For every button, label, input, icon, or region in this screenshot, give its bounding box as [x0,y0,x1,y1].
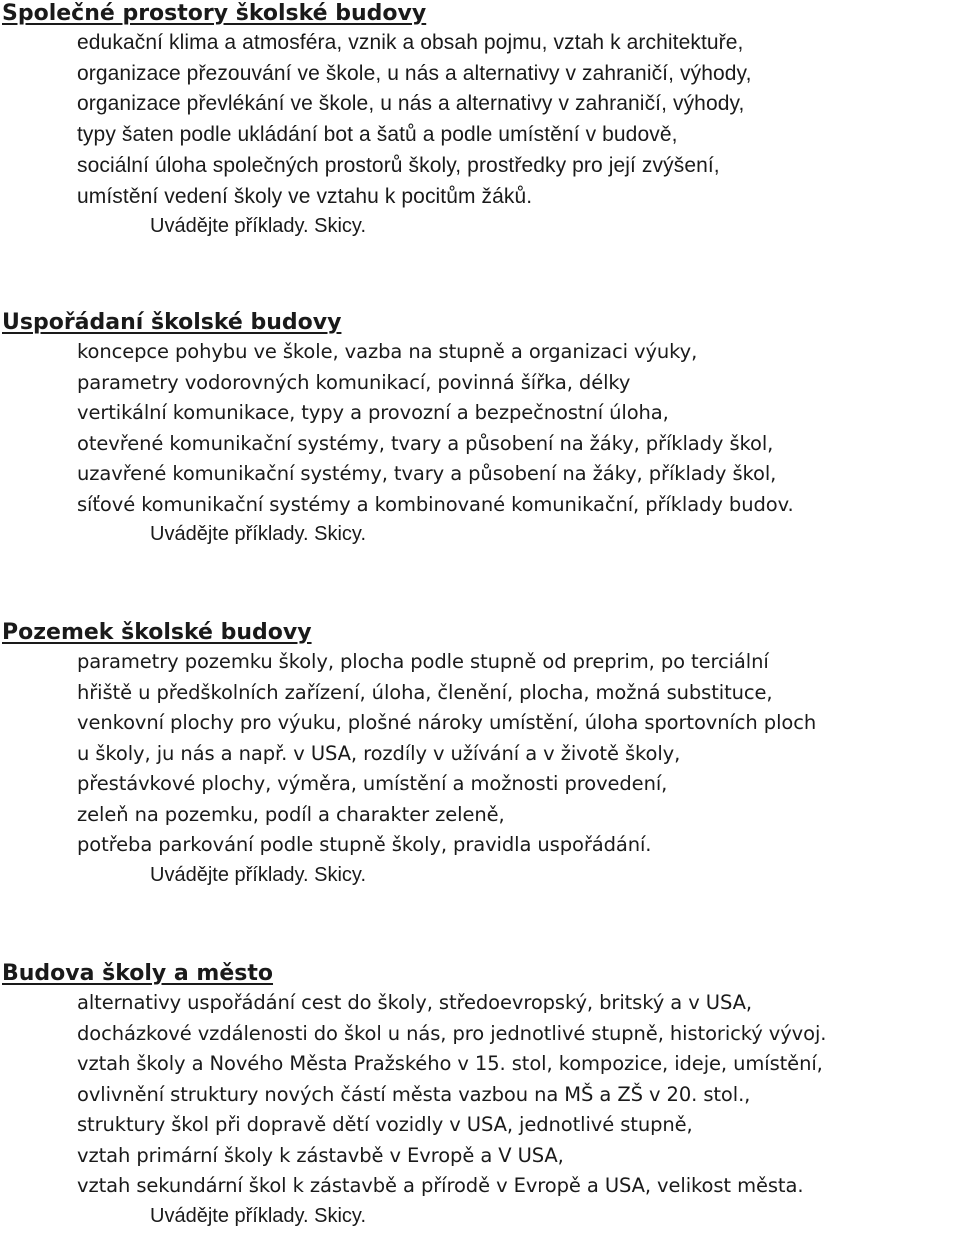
text-line: parametry vodorovných komunikací, povinná šířka, délky [77,370,631,394]
examples-note: Uvádějte příklady. Skicy. [150,1204,367,1227]
text-line: hřiště u předškolních zařízení, úloha, členění, plocha, možná substituce, [77,680,773,704]
examples-note: Uvádějte příklady. Skicy. [150,215,367,238]
text-line: ovlivnění struktury nových částí města vazbou na MŠ a ZŠ v 20. stol., [77,1082,751,1106]
text-line: docházkové vzdálenosti do škol u nás, pro jednotlivé stupně, historický vývoj. [77,1021,827,1045]
section-heading: Uspořádaní školské budovy [2,310,342,335]
section-school-and-city [0,960,960,1230]
text-line: přestávkové plochy, výměra, umístění a možnosti provedení, [77,772,668,795]
text-line: otevřené komunikační systémy, tvary a působení na žáky, příklady škol, [77,431,774,455]
text-line: uzavřené komunikační systémy, tvary a působení na žáky, příklady škol, [77,462,777,485]
section-school-grounds [0,619,960,889]
text-line: organizace přezouvání ve škole, u nás a alternativy v zahraničí, výhody, [77,61,752,85]
text-line: potřeba parkování podle stupně školy, pravidla uspořádání. [77,833,652,856]
text-line: venkovní plochy pro výuku, plošné nároky umístění, úloha sportovních ploch [77,711,817,734]
section-building-layout [0,309,960,548]
text-line: edukační klima a atmosféra, vznik a obsah pojmu, vztah k architektuře, [77,31,744,54]
text-line: organizace převlékání ve škole, u nás a alternativy v zahraničí, výhody, [77,92,745,116]
section-common-spaces [0,0,960,240]
section-body [0,28,960,212]
text-line: alternativy uspořádání cest do školy, středoevropský, britský a v USA, [77,991,752,1014]
text-line: sociální úloha společných prostorů školy, prostředky pro její zvýšení, [77,153,720,177]
examples-note: Uvádějte příklady. Skicy. [150,863,367,886]
section-body [0,337,960,520]
text-line: umístění vedení školy ve vztahu k pocitům žáků. [77,184,533,208]
section-body [0,647,960,861]
section-heading: Společné prostory školské budovy [2,1,427,26]
text-line: vztah primární školy k zástavbě v Evropě a V USA, [77,1143,564,1167]
section-heading: Pozemek školské budovy [2,620,312,645]
text-line: vztah sekundární škol k zástavbě a přírodě v Evropě a USA, velikost města. [77,1174,804,1197]
text-line: parametry pozemku školy, plocha podle stupně od preprim, po terciální [77,650,769,673]
section-heading: Budova školy a město [2,961,274,986]
text-line: struktury škol při dopravě dětí vozidly v USA, jednotlivé stupně, [77,1113,693,1136]
examples-note: Uvádějte příklady. Skicy. [150,523,367,545]
text-line: síťové komunikační systémy a kombinované komunikační, příklady budov. [77,492,794,516]
text-line: koncepce pohybu ve škole, vazba na stupně a organizaci výuky, [77,340,698,363]
text-line: vertikální komunikace, typy a provozní a bezpečnostní úloha, [77,401,669,424]
text-line: typy šaten podle ukládání bot a šatů a podle umístění v budově, [77,123,678,147]
text-line: u školy, ju nás a např. v USA, rozdíly v užívání a v životě školy, [77,741,681,765]
section-body [0,988,960,1202]
text-line: vztah školy a Nového Města Pražského v 15. stol, kompozice, ideje, umístění, [77,1052,823,1075]
text-line: zeleň na pozemku, podíl a charakter zeleně, [77,802,505,826]
